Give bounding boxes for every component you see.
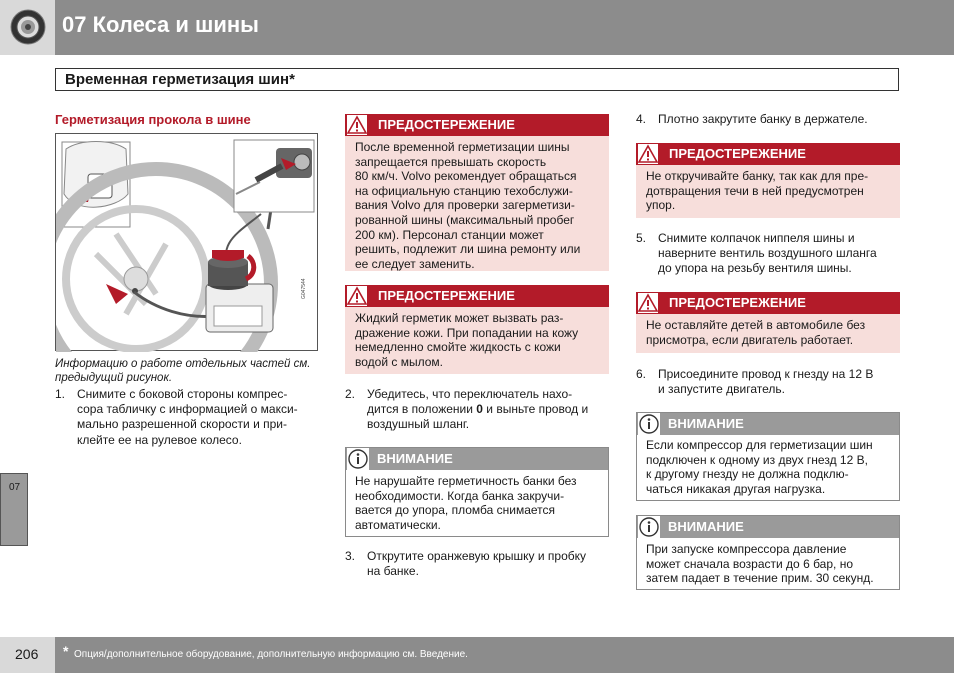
warning-title: ПРЕДОСТЕРЕЖЕНИЕ: [378, 117, 515, 132]
step-text: [658, 231, 877, 277]
note-box-2: [636, 412, 900, 501]
step-line: [367, 402, 588, 417]
note-line: чаться никакая другая нагрузка.: [646, 481, 826, 496]
warning-line: решить, подлежит ли шина ремонту или: [355, 242, 581, 257]
step-line: до упора на резьбу вентиля шины.: [658, 261, 852, 276]
footnote-star: *: [63, 643, 69, 659]
step-number: 4.: [636, 112, 647, 126]
warning-triangle-icon: [347, 115, 367, 135]
note-text: [355, 474, 577, 532]
step-line: Плотно закрутите банку в держателе.: [658, 112, 868, 126]
step-line-part: дится в положении: [367, 402, 477, 417]
warning-triangle-icon: [638, 144, 658, 164]
warning-line: Жидкий герметик может вызвать раз-: [355, 311, 564, 325]
step-text: [367, 549, 586, 579]
figure-caption: Информацию о работе отдельных частей см. предыдущий рисунок.: [55, 358, 311, 384]
step-line: Снимите колпачок ниппеля шины и: [658, 231, 855, 245]
sub-heading: Герметизация прокола в шине: [55, 112, 251, 127]
figure-code: G047544: [301, 278, 307, 299]
chapter-title: 07 Колеса и шины: [62, 12, 259, 37]
step-line: Открутите оранжевую крышку и пробку: [367, 549, 587, 563]
note-line: Если компрессор для герметизации шин: [646, 438, 873, 452]
step-number: 3.: [345, 549, 356, 563]
warning-line: присмотра, если двигатель работает.: [646, 332, 854, 347]
warning-box-3: [636, 143, 900, 218]
switch-position-zero: 0: [476, 402, 483, 417]
step-line: клейте ее на рулевое колесо.: [77, 432, 242, 447]
warning-line: запрещается превышать скорость: [355, 154, 547, 169]
step-line: мально разрешенной скорости и при-: [77, 417, 287, 432]
warning-line: водой с мылом.: [355, 354, 443, 369]
step-line: и запустите двигатель.: [658, 382, 785, 397]
warning-text: [355, 140, 580, 271]
page-number: 206: [15, 646, 39, 662]
step-1: [55, 387, 318, 449]
warning-text: [646, 318, 865, 347]
info-icon: [638, 516, 660, 538]
step-5: [636, 231, 900, 279]
warning-triangle-icon: [347, 286, 367, 306]
warning-header: [636, 143, 900, 165]
chapter-side-tab: [0, 473, 28, 546]
step-line: Присоедините провод к гнезду на 12 В: [658, 367, 874, 381]
step-number: 5.: [636, 231, 647, 245]
warning-line: 80 км/ч. Volvo рекомендует обращаться: [355, 169, 577, 184]
note-text: [646, 542, 874, 586]
warning-line: После временной герметизации шины: [355, 140, 570, 154]
warning-line: на официальную станцию техобслужи-: [355, 183, 573, 198]
warning-line: ее следует заменить.: [355, 256, 475, 271]
warning-line: Не откручивайте банку, так как для пре-: [646, 169, 869, 183]
step-line-part: и выньте провод и: [482, 402, 589, 417]
note-title: ВНИМАНИЕ: [668, 416, 744, 431]
step-text: [367, 387, 588, 433]
warning-line: вания Volvo для проверки загерметизи-: [355, 198, 575, 213]
page-footer: [0, 637, 954, 673]
note-header: [346, 448, 608, 470]
step-number: 2.: [345, 387, 356, 401]
warning-box-1: [345, 114, 609, 271]
step-6: [636, 367, 900, 399]
step-text: [77, 387, 298, 448]
step-text: [658, 112, 868, 127]
step-text: [658, 367, 873, 397]
step-3: [345, 549, 609, 581]
compressor-illustration: [56, 134, 319, 352]
note-title: ВНИМАНИЕ: [668, 519, 744, 534]
note-line: к другому гнезду не должна подклю-: [646, 467, 849, 482]
step-line: Убедитесь, что переключатель нахо-: [367, 387, 573, 401]
step-number: 6.: [636, 367, 647, 381]
warning-triangle-icon: [638, 293, 658, 313]
warning-line: 200 км). Персонал станции может: [355, 227, 544, 242]
note-line: автоматически.: [355, 517, 441, 532]
note-line: Не нарушайте герметичность банки без: [355, 474, 577, 488]
note-box-1: [345, 447, 609, 537]
warning-title: ПРЕДОСТЕРЕЖЕНИЕ: [669, 295, 806, 310]
note-header: [637, 516, 899, 538]
warning-text: [355, 311, 578, 369]
warning-line: дотвращения течи в ней предусмотрен: [646, 183, 864, 198]
section-title-box: [55, 68, 899, 91]
step-line: сора табличку с информацией о макси-: [77, 402, 298, 417]
warning-header: [345, 114, 609, 136]
note-box-3: [636, 515, 900, 590]
step-number: 1.: [55, 387, 66, 401]
warning-line: дражение кожи. При попадании на кожу: [355, 325, 579, 340]
illustration: [55, 133, 318, 351]
section-title: Временная герметизация шин*: [65, 71, 295, 88]
note-line: вается до упора, пломба снимается: [355, 503, 555, 518]
info-icon: [638, 413, 660, 435]
warning-line: Не оставляйте детей в автомобиле без: [646, 318, 866, 332]
note-text: [646, 438, 873, 496]
wheel-icon: [9, 8, 47, 46]
side-tab-label: 07: [9, 482, 21, 493]
page-number-box: [0, 637, 55, 673]
warning-title: ПРЕДОСТЕРЕЖЕНИЕ: [669, 146, 806, 161]
warning-title: ПРЕДОСТЕРЕЖЕНИЕ: [378, 288, 515, 303]
note-title: ВНИМАНИЕ: [377, 451, 453, 466]
warning-box-2: [345, 285, 609, 374]
step-line: воздушный шланг.: [367, 417, 470, 432]
step-line: на банке.: [367, 564, 419, 579]
step-2: [345, 387, 609, 435]
header-icon-tab: [0, 0, 55, 55]
warning-line: упор.: [646, 198, 676, 213]
note-line: затем падает в течение прим. 30 секунд.: [646, 571, 874, 586]
note-header: [637, 413, 899, 435]
warning-line: рованной шины (максимальный пробег: [355, 212, 575, 227]
footnote-text: Опция/дополнительное оборудование, дополнительную информацию см. Введение.: [74, 649, 468, 660]
warning-line: немедленно смойте жидкость с кожи: [355, 340, 561, 355]
warning-box-4: [636, 292, 900, 353]
warning-header: [345, 285, 609, 307]
warning-text: [646, 169, 868, 213]
warning-header: [636, 292, 900, 314]
page-header: [0, 0, 954, 55]
note-line: необходимости. Когда банка закручи-: [355, 488, 565, 503]
info-icon: [347, 448, 369, 470]
step-line: Снимите с боковой стороны компрес-: [77, 387, 288, 401]
step-line: наверните вентиль воздушного шланга: [658, 246, 877, 261]
note-line: может сначала возрасти до 6 бар, но: [646, 556, 853, 571]
step-4: [636, 112, 900, 128]
note-line: подключен к одному из двух гнезд 12 В,: [646, 452, 868, 467]
note-line: При запуске компрессора давление: [646, 542, 847, 556]
